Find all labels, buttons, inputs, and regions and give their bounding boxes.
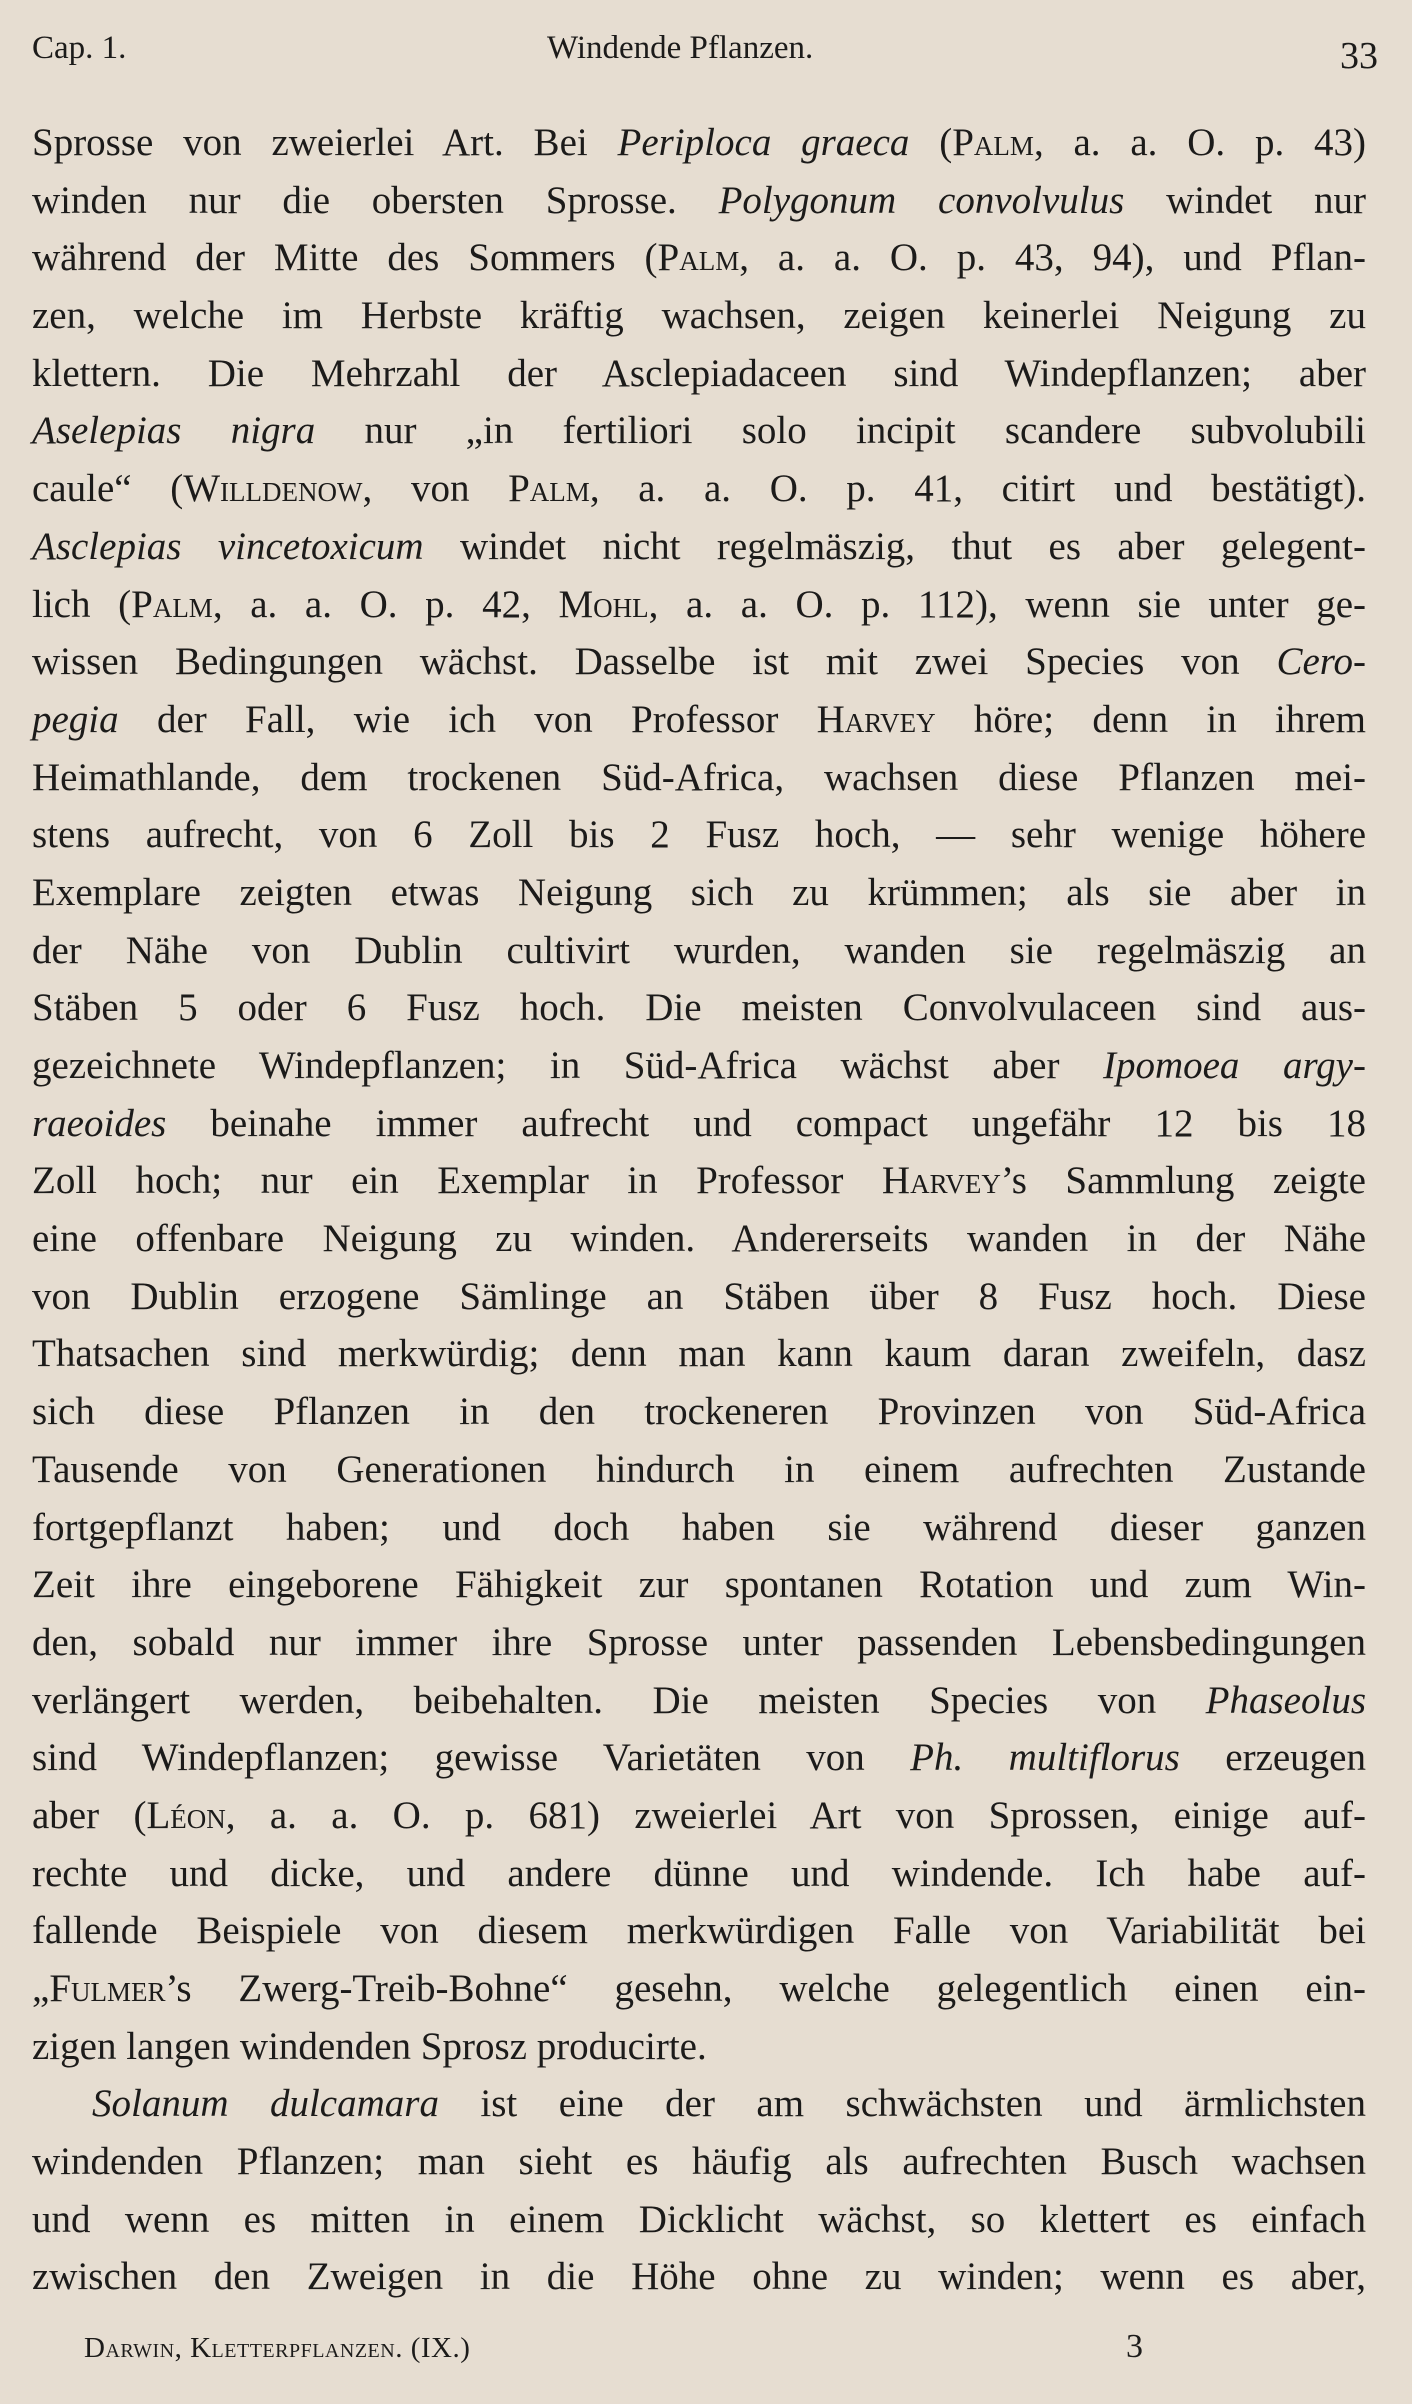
text-line [32, 576, 1366, 634]
text-run: ( [909, 121, 953, 164]
small-caps-run: Fulmer [49, 1967, 166, 2010]
signature-line: Darwin, Kletterpflanzen. (IX.) [84, 2332, 471, 2364]
text-run: windet nur [1124, 178, 1366, 222]
italic-run: Cero- [1276, 640, 1366, 684]
text-line [32, 518, 1366, 576]
text-line [32, 229, 1366, 287]
italic-run: Periploca graeca [617, 121, 910, 164]
text-run: von Dublin erzogene Sämlinge an Stäben über 8 Fusz hoch. Diese [32, 1274, 1366, 1318]
text-line [32, 1556, 1366, 1614]
text-run: der Nähe von Dublin cultivirt wurden, wanden sie regelmäszig an [32, 928, 1366, 972]
text-run: „ [32, 1967, 50, 2010]
text-run: sind Windepflanzen; gewisse Varietäten von [32, 1736, 911, 1780]
italic-run: Phaseolus [1205, 1678, 1366, 1722]
text-run: erzeugen [1179, 1736, 1366, 1780]
text-run: beinahe immer aufrecht und compact ungefähr 12 bis 18 [166, 1101, 1366, 1145]
text-line [32, 1441, 1366, 1499]
text-line [32, 1210, 1366, 1268]
italic-run: Polygonum convolvulus [718, 178, 1125, 222]
text-line [32, 1095, 1366, 1153]
text-line [32, 1672, 1366, 1730]
small-caps-run: Palm [508, 467, 590, 511]
text-line [32, 1845, 1366, 1903]
sheet-number: 3 [1126, 2328, 1143, 2365]
text-line [32, 345, 1366, 403]
text-run: , a. a. O. p. 41, citirt und bestätigt). [589, 467, 1366, 511]
text-line [32, 1268, 1366, 1326]
chapter-label: Cap. 1. [32, 30, 127, 66]
page-number: 33 [1340, 35, 1378, 77]
text-line [32, 922, 1366, 980]
italic-run: Ph. multiflorus [910, 1736, 1180, 1780]
small-caps-run: Willdenow [183, 467, 363, 511]
text-run: windet nicht regelmäszig, thut es aber gelegent- [423, 524, 1366, 568]
text-run: Tausende von Generationen hindurch in einem aufrechten Zustande [32, 1447, 1366, 1491]
text-run: , von [362, 467, 509, 511]
text-line [32, 1037, 1366, 1095]
text-line [32, 1902, 1366, 1960]
text-run: Heimathlande, dem trockenen Süd-Africa, wachsen diese Pflanzen mei- [32, 755, 1366, 799]
text-run: nur „in fertiliori solo incipit scandere subvolubili [315, 409, 1367, 453]
small-caps-run: Palm [952, 121, 1034, 164]
small-caps-run: Léon [146, 1793, 226, 1837]
italic-run: Solanum dulcamara [92, 2082, 439, 2126]
text-line [32, 402, 1366, 460]
text-run: caule“ ( [32, 467, 184, 511]
text-line [32, 691, 1366, 749]
text-line [32, 806, 1366, 864]
text-run: , a. a. O. p. 681) zweierlei Art von Sprossen, einige auf- [225, 1793, 1366, 1837]
running-title: Windende Pflanzen. [547, 30, 814, 66]
text-run: zen, welche im Herbste kräftig wachsen, zeigen keinerlei Neigung zu [32, 294, 1366, 338]
text-run: winden nur die obersten Sprosse. [32, 178, 719, 222]
text-line [32, 2191, 1366, 2249]
text-run: ’s Zwerg-Treib-Bohne“ gesehn, welche gelegentlich einen ein- [165, 1967, 1366, 2010]
text-run: stens aufrecht, von 6 Zoll bis 2 Fusz hoch, — sehr wenige höhere [32, 813, 1366, 857]
text-run: , a. a. O. p. 43) [1033, 121, 1366, 164]
italic-run: raeoides [32, 1101, 167, 1145]
body-text [32, 114, 1366, 2306]
text-line [32, 2133, 1366, 2191]
text-line [32, 1499, 1366, 1557]
text-line [32, 979, 1366, 1037]
small-caps-run: Harvey [881, 1159, 1001, 1203]
italic-run: Aselepias nigra [32, 409, 316, 453]
text-run: höre; denn in ihrem [935, 697, 1366, 741]
text-line [32, 114, 1366, 172]
text-run: klettern. Die Mehrzahl der Asclepiadaceen sind Windepflanzen; aber [32, 351, 1366, 395]
text-line [32, 1787, 1366, 1845]
text-run: der Fall, wie ich von Professor [118, 697, 817, 741]
text-run: fortgepflanzt haben; und doch haben sie während dieser ganzen [32, 1505, 1366, 1549]
italic-run: Asclepias vincetoxicum [32, 524, 424, 568]
text-run: verlängert werden, beibehalten. Die meisten Species von [32, 1678, 1206, 1722]
text-run: Zeit ihre eingeborene Fähigkeit zur spontanen Rotation und zum Win- [32, 1563, 1366, 1607]
text-run: und wenn es mitten in einem Dicklicht wächst, so klettert es einfach [32, 2197, 1366, 2241]
text-line [32, 2248, 1366, 2306]
text-run: , a. a. O. p. 42, [212, 582, 559, 626]
small-caps-run: Palm [131, 582, 213, 626]
text-run: Exemplare zeigten etwas Neigung sich zu krümmen; als sie aber in [32, 870, 1366, 914]
text-run: ’s Sammlung zeigte [1000, 1159, 1366, 1203]
small-caps-run: Mohl [558, 582, 649, 626]
text-run: , a. a. O. p. 43, 94), und Pflan- [739, 236, 1366, 280]
text-run: gezeichnete Windepflanzen; in Süd-Africa wächst aber [32, 1044, 1103, 1087]
text-line [32, 1325, 1366, 1383]
text-line [32, 460, 1366, 518]
text-line [32, 1729, 1366, 1787]
text-run: aber ( [32, 1793, 147, 1837]
text-run: den, sobald nur immer ihre Sprosse unter passenden Lebensbedingungen [32, 1620, 1366, 1664]
text-line [32, 633, 1366, 691]
text-run: rechte und dicke, und andere dünne und windende. Ich habe auf- [32, 1851, 1366, 1895]
text-line [32, 749, 1366, 807]
small-caps-run: Harvey [816, 697, 936, 741]
text-line [32, 287, 1366, 345]
text-run: lich ( [32, 582, 132, 626]
text-run: sich diese Pflanzen in den trockeneren Provinzen von Süd-Africa [32, 1390, 1366, 1434]
text-line [32, 2018, 1366, 2076]
text-line [32, 172, 1366, 230]
text-run: , a. a. O. p. 112), wenn sie unter ge- [648, 582, 1367, 626]
text-line [32, 1960, 1366, 2018]
text-run: wissen Bedingungen wächst. Dasselbe ist mit zwei Species von [32, 640, 1277, 684]
text-run: fallende Beispiele von diesem merkwürdigen Falle von Variabilität bei [32, 1909, 1366, 1953]
text-line [32, 1383, 1366, 1441]
italic-run: Ipomoea argy- [1102, 1044, 1366, 1087]
text-run: Stäben 5 oder 6 Fusz hoch. Die meisten Convolvulaceen sind aus- [32, 986, 1366, 1030]
text-run: windenden Pflanzen; man sieht es häufig als aufrechten Busch wachsen [32, 2140, 1366, 2184]
text-run: eine offenbare Neigung zu winden. Andererseits wanden in der Nähe [32, 1217, 1366, 1261]
text-run: zigen langen windenden Sprosz producirte. [32, 2024, 707, 2068]
text-run: ist eine der am schwächsten und ärmlichsten [438, 2082, 1366, 2126]
running-header [32, 26, 1378, 77]
text-run: zwischen den Zweigen in die Höhe ohne zu winden; wenn es aber, [32, 2255, 1366, 2299]
text-line [32, 1152, 1366, 1210]
text-line [32, 1614, 1366, 1672]
text-run: Sprosse von zweierlei Art. Bei [32, 121, 618, 164]
text-run: Thatsachen sind merkwürdig; denn man kann kaum daran zweifeln, dasz [32, 1332, 1366, 1376]
text-line [32, 864, 1366, 922]
text-run: während der Mitte des Sommers ( [32, 236, 658, 280]
text-line [32, 2075, 1366, 2133]
italic-run: pegia [32, 697, 119, 741]
small-caps-run: Palm [657, 236, 740, 280]
text-run: Zoll hoch; nur ein Exemplar in Professor [32, 1159, 882, 1203]
